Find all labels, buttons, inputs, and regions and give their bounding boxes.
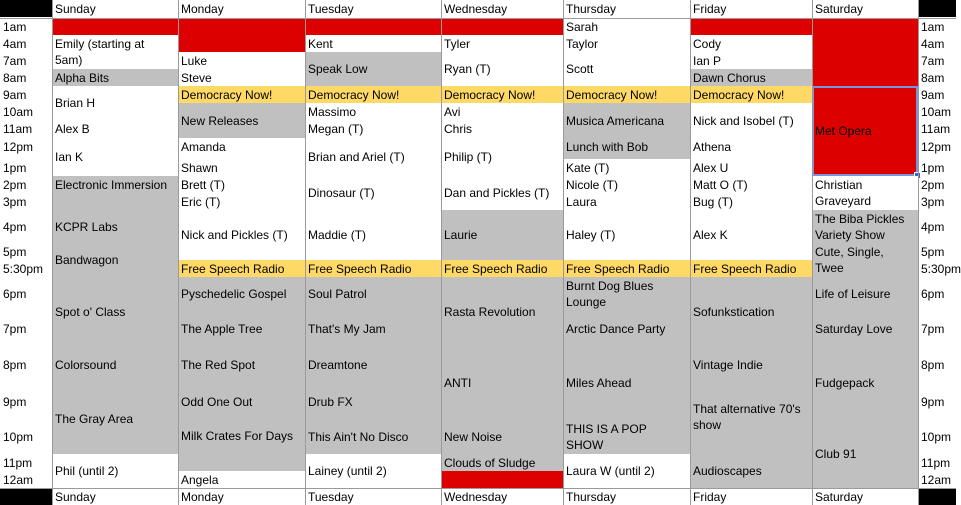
show-cell[interactable]: Philip (T)	[441, 138, 563, 176]
show-cell[interactable]: That alternative 70's show	[690, 383, 812, 454]
show-cell[interactable]: Laurie	[441, 210, 563, 260]
show-cell[interactable]: Bug (T)	[690, 193, 812, 210]
time-label-right: 8pm	[918, 346, 956, 383]
corner-bottom-right	[918, 488, 956, 505]
show-cell[interactable]: Colorsound	[52, 346, 178, 383]
footer-tuesday[interactable]: Tuesday	[305, 488, 441, 505]
show-cell[interactable]: Burnt Dog Blues Lounge	[563, 277, 690, 311]
show-cell[interactable]: Democracy Now!	[441, 86, 563, 103]
time-label: 6pm	[0, 277, 52, 311]
show-cell[interactable]: Dan and Pickles (T)	[441, 176, 563, 210]
show-cell[interactable]: The Biba Pickles Variety Show	[812, 210, 918, 243]
time-label-right: 11pm	[918, 454, 956, 471]
time-label: 5pm	[0, 243, 52, 260]
show-cell[interactable]: The Red Spot	[178, 346, 305, 383]
show-cell[interactable]: Fudgepack	[812, 346, 918, 420]
empty-slot-red[interactable]	[52, 18, 563, 35]
grid-line	[0, 488, 956, 489]
time-label-right: 5:30pm	[918, 260, 956, 277]
show-cell[interactable]: KCPR Labs	[52, 210, 178, 243]
show-cell[interactable]: Sarah	[563, 18, 690, 35]
show-cell[interactable]: Milk Crates For Days	[178, 420, 305, 471]
show-cell[interactable]: Audioscapes	[690, 454, 812, 488]
show-cell[interactable]: Scott	[563, 52, 690, 86]
time-label: 11am	[0, 120, 52, 137]
time-label: 9am	[0, 86, 52, 103]
show-cell[interactable]: Musica Americana	[563, 103, 690, 138]
show-cell[interactable]: Free Speech Radio	[690, 260, 812, 277]
time-label: 1pm	[0, 159, 52, 176]
time-label-right: 7pm	[918, 311, 956, 346]
time-label: 7am	[0, 52, 52, 69]
show-cell[interactable]: Spot o' Class	[52, 277, 178, 346]
header-sunday[interactable]: Sunday	[52, 0, 178, 18]
show-cell[interactable]: Electronic Immersion	[52, 176, 178, 210]
grid-line	[441, 0, 442, 505]
show-cell[interactable]: Kate (T)	[563, 159, 690, 176]
show-cell[interactable]: Bandwagon	[52, 243, 178, 277]
show-cell[interactable]: Tyler	[441, 35, 563, 52]
corner-bottom-left	[0, 488, 52, 505]
time-label: 4pm	[0, 210, 52, 243]
show-cell[interactable]: Democracy Now!	[563, 86, 690, 103]
show-cell[interactable]: Alex K	[690, 210, 812, 260]
show-cell[interactable]: This Ain't No Disco	[305, 420, 441, 454]
show-cell[interactable]: Nick and Pickles (T)	[178, 210, 305, 260]
time-label-right: 3pm	[918, 193, 956, 210]
show-cell[interactable]: Chris	[441, 120, 563, 138]
show-cell[interactable]: Free Speech Radio	[563, 260, 690, 277]
show-cell[interactable]: Dawn Chorus	[690, 69, 812, 86]
show-cell[interactable]: New Releases	[178, 103, 305, 138]
show-cell[interactable]: Alex U	[690, 159, 812, 176]
show-cell[interactable]: Democracy Now!	[305, 86, 441, 103]
show-cell[interactable]: Vintage Indie	[690, 346, 812, 383]
show-cell[interactable]: Drub FX	[305, 383, 441, 420]
time-label-right: 8am	[918, 69, 956, 86]
show-cell[interactable]: New Noise	[441, 420, 563, 454]
show-cell[interactable]: Emily (starting at 5am)	[52, 35, 178, 69]
corner-top-left	[0, 0, 52, 17]
time-label: 10am	[0, 103, 52, 120]
show-cell[interactable]: Cute, Single, Twee	[812, 243, 918, 277]
show-cell[interactable]: Massimo	[305, 103, 441, 120]
time-label-right: 2pm	[918, 176, 956, 193]
show-cell[interactable]: Odd One Out	[178, 383, 305, 420]
show-cell[interactable]: Dreamtone	[305, 346, 441, 383]
show-cell[interactable]: Amanda	[178, 138, 305, 159]
show-cell[interactable]: Clouds of Sludge	[441, 454, 563, 471]
time-label-right: 1am	[918, 18, 956, 35]
show-cell[interactable]: Speak Low	[305, 52, 441, 86]
show-cell[interactable]: Lainey (until 2)	[305, 454, 441, 488]
grid-line	[305, 0, 306, 505]
show-cell[interactable]: Free Speech Radio	[178, 260, 305, 277]
show-cell[interactable]: Eric (T)	[178, 193, 305, 210]
footer-monday[interactable]: Monday	[178, 488, 305, 505]
show-cell[interactable]: Shawn	[178, 159, 305, 176]
show-cell[interactable]: Brian and Ariel (T)	[305, 138, 441, 176]
show-cell[interactable]: Nicole (T)	[563, 176, 690, 193]
show-cell-selected[interactable]: Met Opera	[812, 86, 918, 176]
show-cell[interactable]: Ian K	[52, 138, 178, 176]
corner-top-right	[918, 0, 956, 17]
time-label-right: 4am	[918, 35, 956, 52]
show-cell[interactable]: The Gray Area	[52, 383, 178, 454]
empty-slot-red[interactable]	[812, 35, 918, 86]
show-cell[interactable]: Taylor	[563, 35, 690, 52]
show-cell[interactable]: Soul Patrol	[305, 277, 441, 311]
time-label-right: 9pm	[918, 383, 956, 420]
footer-saturday[interactable]: Saturday	[812, 488, 918, 505]
show-cell[interactable]: Democracy Now!	[690, 86, 812, 103]
show-cell[interactable]: Dinosaur (T)	[305, 176, 441, 210]
header-monday[interactable]: Monday	[178, 0, 305, 18]
show-cell[interactable]: Arctic Dance Party	[563, 311, 690, 346]
time-label: 4am	[0, 35, 52, 52]
time-label-right: 9am	[918, 86, 956, 103]
show-cell[interactable]: Alpha Bits	[52, 69, 178, 86]
header-wednesday[interactable]: Wednesday	[441, 0, 563, 18]
show-cell[interactable]: Brian H	[52, 86, 178, 120]
time-label: 12pm	[0, 138, 52, 159]
show-cell[interactable]: Free Speech Radio	[305, 260, 441, 277]
show-cell[interactable]: Luke	[178, 52, 305, 69]
empty-slot-red[interactable]	[178, 35, 305, 52]
time-label: 3pm	[0, 193, 52, 210]
grid-line	[918, 0, 919, 505]
header-thursday[interactable]: Thursday	[563, 0, 690, 18]
time-label-right: 4pm	[918, 210, 956, 243]
grid-line	[563, 0, 564, 505]
footer-sunday[interactable]: Sunday	[52, 488, 178, 505]
show-cell[interactable]: Club 91	[812, 420, 918, 488]
time-label: 8pm	[0, 346, 52, 383]
show-cell[interactable]: Angela	[178, 471, 305, 488]
grid-line	[0, 18, 956, 19]
show-cell[interactable]: Haley (T)	[563, 210, 690, 260]
show-cell[interactable]: Miles Ahead	[563, 346, 690, 420]
time-label: 11pm	[0, 454, 52, 471]
show-cell[interactable]: Maddie (T)	[305, 210, 441, 260]
show-cell[interactable]: Phil (until 2)	[52, 454, 178, 488]
header-saturday[interactable]: Saturday	[812, 0, 918, 18]
time-label: 8am	[0, 69, 52, 86]
show-cell[interactable]: Laura	[563, 193, 690, 210]
time-label: 5:30pm	[0, 260, 52, 277]
time-label: 7pm	[0, 311, 52, 346]
time-label: 10pm	[0, 420, 52, 454]
show-cell[interactable]: Cody	[690, 35, 812, 52]
show-cell[interactable]: Brett (T)	[178, 176, 305, 193]
show-cell[interactable]: Saturday Love	[812, 311, 918, 346]
show-cell[interactable]: Pyschedelic Gospel	[178, 277, 305, 311]
footer-wednesday[interactable]: Wednesday	[441, 488, 563, 505]
time-label-right: 6pm	[918, 277, 956, 311]
show-cell[interactable]: Steve	[178, 69, 305, 86]
show-cell[interactable]: Megan (T)	[305, 120, 441, 138]
time-label-right: 12am	[918, 471, 956, 488]
show-cell[interactable]: Athena	[690, 138, 812, 159]
header-friday[interactable]: Friday	[690, 0, 812, 18]
time-label-right: 10am	[918, 103, 956, 120]
show-cell[interactable]: Alex B	[52, 120, 178, 138]
show-cell[interactable]: The Apple Tree	[178, 311, 305, 346]
header-tuesday[interactable]: Tuesday	[305, 0, 441, 18]
show-cell[interactable]: THIS IS A POP SHOW	[563, 420, 690, 454]
show-cell[interactable]: Laura W (until 2)	[563, 454, 690, 488]
grid-line	[178, 0, 179, 505]
show-cell[interactable]: Matt O (T)	[690, 176, 812, 193]
show-cell[interactable]: Christian Graveyard	[812, 176, 918, 210]
time-label-right: 5pm	[918, 243, 956, 260]
time-label: 1am	[0, 18, 52, 35]
show-cell[interactable]: Nick and Isobel (T)	[690, 103, 812, 138]
show-cell[interactable]: Life of Leisure	[812, 277, 918, 311]
time-label: 12am	[0, 471, 52, 488]
grid-line	[812, 0, 813, 505]
grid-line	[690, 0, 691, 505]
show-cell[interactable]: Avi	[441, 103, 563, 120]
footer-thursday[interactable]: Thursday	[563, 488, 690, 505]
show-cell[interactable]: Democracy Now!	[178, 86, 305, 103]
time-label-right: 10pm	[918, 420, 956, 454]
time-label-right: 12pm	[918, 138, 956, 159]
time-label-right: 7am	[918, 52, 956, 69]
time-label-right: 11am	[918, 120, 956, 137]
show-cell[interactable]: Sofunkstication	[690, 277, 812, 346]
show-cell[interactable]: Rasta Revolution	[441, 277, 563, 346]
show-cell[interactable]: Ryan (T)	[441, 52, 563, 86]
show-cell[interactable]: ANTI	[441, 346, 563, 420]
show-cell[interactable]: Kent	[305, 35, 441, 52]
grid-line	[52, 0, 53, 505]
time-label: 2pm	[0, 176, 52, 193]
show-cell[interactable]: Free Speech Radio	[441, 260, 563, 277]
time-label: 9pm	[0, 383, 52, 420]
time-label-right: 1pm	[918, 159, 956, 176]
empty-slot-red[interactable]	[690, 18, 918, 35]
empty-slot-red[interactable]	[441, 471, 563, 488]
show-cell[interactable]: Lunch with Bob	[563, 138, 690, 159]
show-cell[interactable]: Ian P	[690, 52, 812, 69]
show-cell[interactable]: That's My Jam	[305, 311, 441, 346]
footer-friday[interactable]: Friday	[690, 488, 812, 505]
